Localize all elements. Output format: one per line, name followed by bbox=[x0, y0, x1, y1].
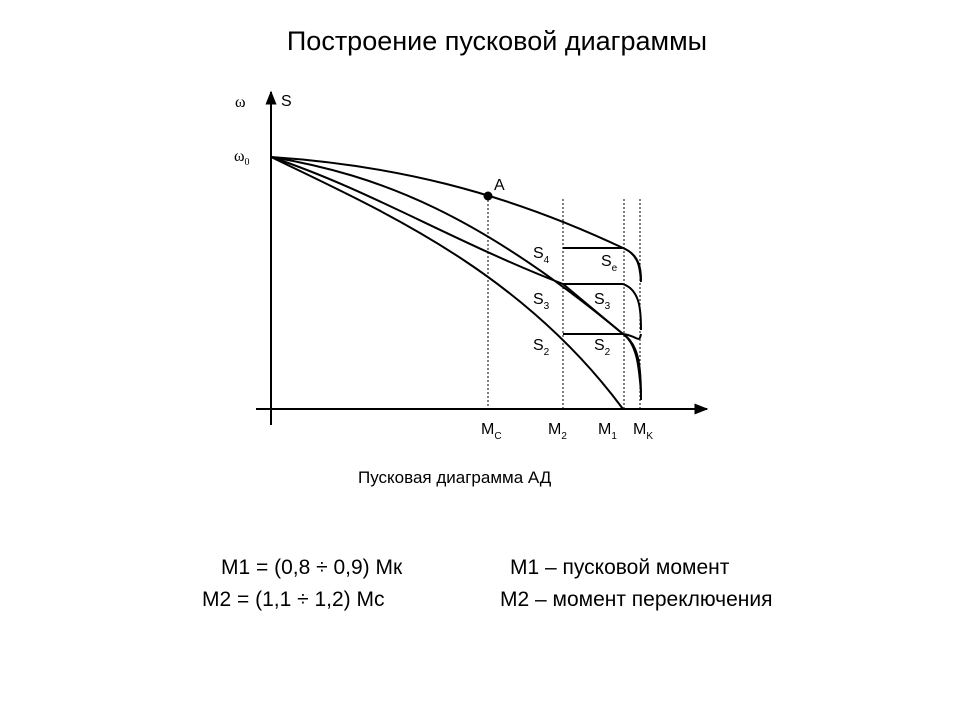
m1-description: M1 – пусковой момент bbox=[510, 556, 730, 579]
stage-connector-curve bbox=[623, 248, 641, 400]
point-a-marker bbox=[484, 192, 493, 201]
s4-label: $S_4$ bbox=[533, 245, 550, 266]
se-label: $S_e$ bbox=[601, 253, 618, 274]
s2-left-label: $S_2$ bbox=[533, 337, 550, 358]
mk-label: $M_K$ bbox=[633, 421, 653, 442]
mc-label: $M_C$ bbox=[481, 421, 502, 442]
m2-description: M2 – момент переключения bbox=[500, 588, 773, 611]
s3-right-label: $S_3$ bbox=[594, 291, 611, 312]
m2-formula: M2 = (1,1 ÷ 1,2) Mс bbox=[202, 588, 385, 611]
diagram-caption: Пусковая диаграмма АД bbox=[358, 468, 552, 487]
m1-label: $M_1$ bbox=[598, 421, 617, 442]
m2-label: $M_2$ bbox=[548, 421, 567, 442]
slip-axis-label: S bbox=[281, 93, 292, 110]
omega-axis-label: ω bbox=[235, 94, 246, 111]
s2-right-label: $S_2$ bbox=[594, 337, 611, 358]
omega0-label: $\omega_0$ bbox=[234, 148, 250, 168]
slide-title: Построение пусковой диаграммы bbox=[286, 26, 708, 56]
m1-formula: M1 = (0,8 ÷ 0,9) Mк bbox=[221, 556, 403, 579]
stage3-characteristic-curve bbox=[271, 157, 641, 392]
s3-left-label: $S_3$ bbox=[533, 291, 550, 312]
point-a-label: A bbox=[494, 177, 505, 194]
